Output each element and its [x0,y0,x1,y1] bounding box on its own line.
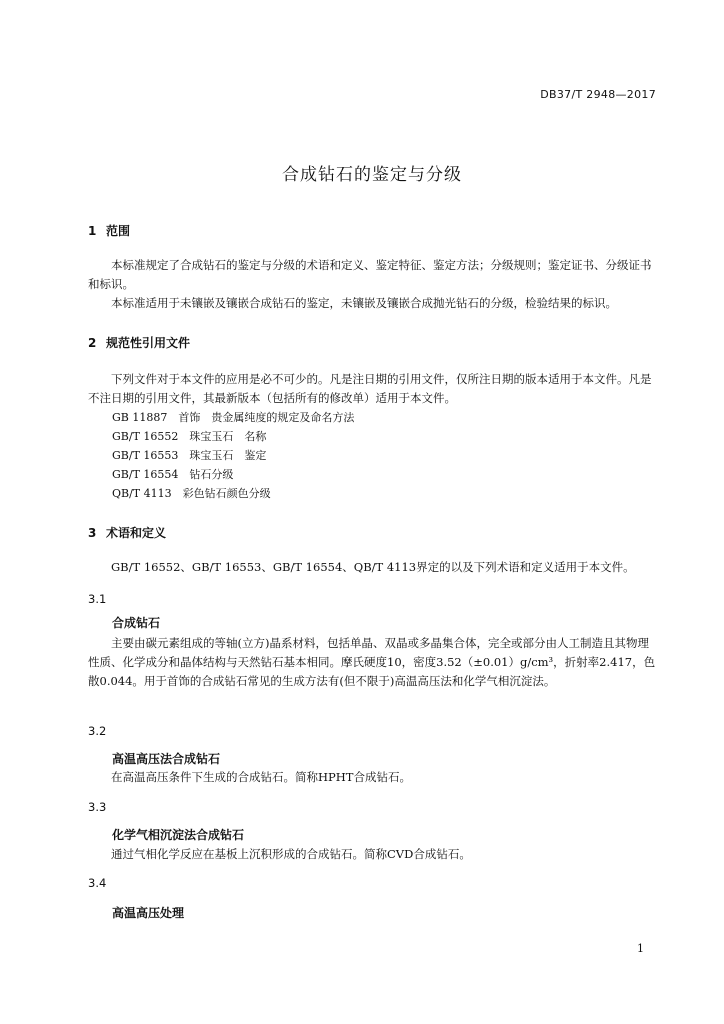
document-title: 合成钻石的鉴定与分级 [282,165,462,185]
scope-paragraph-2: 本标准适用于未镶嵌及镶嵌合成钻石的鉴定，未镶嵌及镶嵌合成抛光钻石的分级，检验结果的标识。 [111,296,617,310]
term-definition: 在高温高压条件下生成的合成钻石。简称HPHT合成钻石。 [111,770,411,784]
reference-item: GB/T 16554 钻石分级 [112,468,234,481]
page-number: 1 [637,942,644,955]
term-definition: 主要由碳元素组成的等轴(立方)晶系材料，包括单晶、双晶或多晶集合体，完全或部分由人工制造且其物理性质、化学成分和晶体结构与天然钻石基本相同。摩氏硬度10，密度3.52（±0.01）g/cm³，折射率2.417，色散0.044。用于首饰的合成钻石常见的生成方法有(但不限于)高温高压法和化学气相沉淀法。 [88,636,656,688]
section-title: 术语和定义 [106,526,167,540]
term-definition: 通过气相化学反应在基板上沉积形成的合成钻石。简称CVD合成钻石。 [111,847,471,861]
standard-code: DB37/T 2948—2017 [540,88,656,101]
clause-number: 3.4 [88,876,107,890]
reference-item: GB/T 16553 珠宝玉石 鉴定 [112,449,267,462]
terms-intro: GB/T 16552、GB/T 16553、GB/T 16554、QB/T 4113界定的以及下列术语和定义适用于本文件。 [111,560,635,574]
reference-item: GB 11887 首饰 贵金属纯度的规定及命名方法 [112,411,355,424]
term-heading: 高温高压法合成钻石 [112,752,221,766]
section-number: 3 [88,526,97,540]
term-heading: 合成钻石 [112,616,161,630]
scope-paragraph-1: 本标准规定了合成钻石的鉴定与分级的术语和定义、鉴定特征、鉴定方法；分级规则；鉴定证书、分级证书和标识。 [88,258,652,291]
section-number: 2 [88,336,97,350]
term-heading: 高温高压处理 [112,906,185,920]
section-number: 1 [88,224,97,238]
section-2-heading [88,334,190,351]
normative-refs-intro: 下列文件对于本文件的应用是必不可少的。凡是注日期的引用文件，仅所注日期的版本适用于本文件。凡是不注日期的引用文件，其最新版本（包括所有的修改单）适用于本文件。 [88,372,652,405]
term-heading: 化学气相沉淀法合成钻石 [112,828,245,842]
section-1-heading [88,222,130,239]
section-title: 规范性引用文件 [106,336,191,350]
section-title: 范围 [106,224,131,238]
section-3-heading [88,524,166,541]
reference-item: QB/T 4113 彩色钻石颜色分级 [112,487,271,500]
reference-item: GB/T 16552 珠宝玉石 名称 [112,430,267,443]
clause-number: 3.3 [88,800,107,814]
clause-number: 3.1 [88,592,107,606]
clause-number: 3.2 [88,724,107,738]
